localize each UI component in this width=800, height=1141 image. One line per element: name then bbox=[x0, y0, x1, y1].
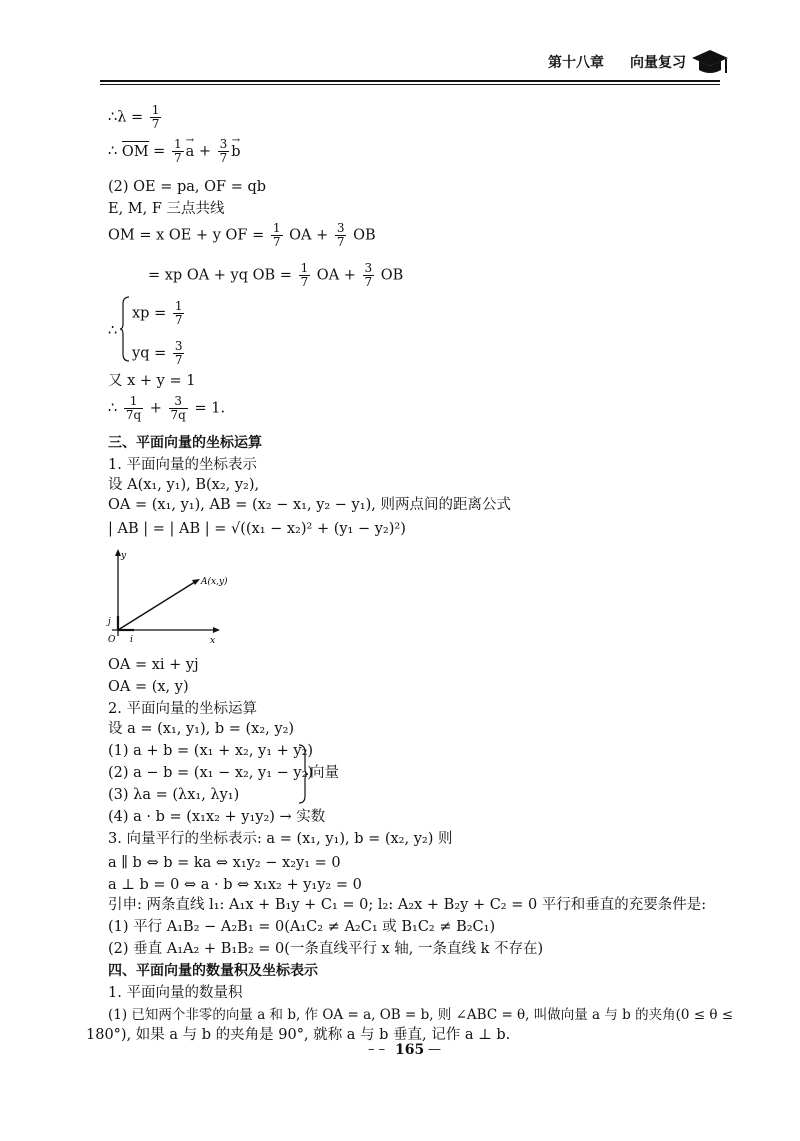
page-number-dash-left: – – bbox=[368, 1042, 386, 1057]
section-heading-4: 四、平面向量的数量积及坐标表示 bbox=[108, 963, 318, 979]
line-perpendicular-condition: (2) 垂直 A₁A₂ + B₁B₂ = 0(一条直线平行 x 轴, 一条直线 k 不存在) bbox=[108, 941, 544, 957]
header-rule bbox=[100, 80, 720, 82]
equals: = bbox=[148, 143, 170, 160]
therefore-symbol: ∴ bbox=[108, 400, 122, 417]
plus: + bbox=[194, 143, 216, 160]
numerator: 1 bbox=[151, 103, 160, 117]
operation-subtract: (2) a − b = (x₁ − x₂, y₁ − y₂) bbox=[108, 765, 314, 781]
line-extension: 引申: 两条直线 l₁: A₁x + B₁y + C₁ = 0; l₂: A₂x + B₂y + C₂ = 0 平行和垂直的充要条件是: bbox=[108, 897, 707, 913]
coordinate-diagram bbox=[104, 548, 228, 648]
x-axis-label: x bbox=[210, 636, 216, 646]
j-label: j bbox=[108, 617, 111, 627]
expression: = xp OA + yq OB = bbox=[148, 267, 297, 284]
vector-om: OM bbox=[121, 143, 149, 160]
subheading-3-2: 2. 平面向量的坐标运算 bbox=[108, 701, 257, 717]
operation-scalar: (3) λa = (λx₁, λy₁) bbox=[108, 787, 240, 803]
header-chapter: 第十八章 bbox=[548, 55, 604, 71]
line-lambda bbox=[108, 104, 163, 131]
i-label: i bbox=[130, 635, 133, 645]
denominator: 7 bbox=[174, 353, 183, 367]
denominator: 7 bbox=[336, 235, 345, 249]
expression: OA + bbox=[284, 227, 333, 244]
section-heading-3: 三、平面向量的坐标运算 bbox=[108, 435, 262, 451]
line-oe-of: (2) OE = pa, OF = qb bbox=[108, 179, 267, 195]
denominator: 7 bbox=[272, 235, 281, 249]
vector-label: 向量 bbox=[310, 765, 339, 781]
denominator: 7 bbox=[174, 313, 183, 327]
numerator: 3 bbox=[364, 261, 373, 275]
line-set-ab-vectors: 设 a = (x₁, y₁), b = (x₂, y₂) bbox=[108, 721, 295, 737]
denominator: 7q bbox=[125, 408, 142, 422]
therefore-system: ∴ bbox=[108, 323, 118, 339]
denominator: 7q bbox=[170, 408, 186, 422]
fraction bbox=[299, 262, 311, 289]
line-perpendicular: a ⊥ b = 0 ⇔ a · b ⇔ x₁x₂ + y₁y₂ = 0 bbox=[108, 877, 362, 893]
numerator: 3 bbox=[219, 137, 228, 151]
paragraph-angle-1: (1) 已知两个非零的向量 a 和 b, 作 OA = a, OB = b, 则 ∠ABC = θ, 叫做向量 a 与 b 的夹角(0 ≤ θ ≤ bbox=[108, 1007, 734, 1023]
vector-oa-line bbox=[118, 580, 198, 630]
line-set-ab: 设 A(x₁, y₁), B(x₂, y₂), bbox=[108, 477, 260, 493]
numerator: 1 bbox=[272, 221, 281, 235]
equation-xp bbox=[132, 300, 186, 327]
expression: OB bbox=[376, 267, 404, 284]
expression: yq = bbox=[132, 345, 171, 362]
line-parallel: a ∥ b ⇔ b = ka ⇔ x₁y₂ − x₂y₁ = 0 bbox=[108, 855, 341, 871]
point-label: A(x,y) bbox=[201, 577, 228, 587]
line-distance-formula: | AB | = | AB | = √((x₁ − x₂)² + (y₁ − y₂)²) bbox=[108, 521, 406, 537]
denominator: 7 bbox=[364, 275, 373, 289]
operation-dot: (4) a · b = (x₁x₂ + y₁y₂) → 实数 bbox=[108, 809, 326, 825]
x-axis-arrow bbox=[213, 627, 220, 633]
expression: OM = x OE + y OF = bbox=[108, 227, 269, 244]
fraction bbox=[218, 138, 230, 165]
denominator: 7 bbox=[151, 117, 160, 131]
line-collinear: E, M, F 三点共线 bbox=[108, 201, 225, 217]
page-number: 165 bbox=[395, 1042, 425, 1058]
expression: = 1. bbox=[189, 400, 226, 417]
subheading-4-1: 1. 平面向量的数量积 bbox=[108, 985, 243, 1001]
paragraph-angle-2: 180°), 如果 a 与 b 的夹角是 90°, 就称 a 与 b 垂直, 记作 a ⊥ b. bbox=[86, 1027, 511, 1043]
denominator: 7 bbox=[219, 151, 228, 165]
equation-yq bbox=[132, 340, 186, 367]
origin-label: O bbox=[108, 635, 116, 645]
denominator: 7 bbox=[173, 151, 182, 165]
numerator: 1 bbox=[300, 261, 309, 275]
therefore-symbol: ∴ bbox=[108, 143, 122, 160]
fraction bbox=[173, 340, 185, 367]
fraction bbox=[169, 395, 188, 422]
line-result bbox=[108, 395, 225, 422]
numerator: 3 bbox=[169, 395, 188, 409]
fraction bbox=[124, 395, 143, 422]
vector-oa-arrow bbox=[192, 579, 200, 585]
lambda-prefix: ∴λ = bbox=[108, 109, 148, 126]
operation-add: (1) a + b = (x₁ + x₂, y₁ + y₂) bbox=[108, 743, 314, 759]
left-brace bbox=[120, 296, 130, 362]
subheading-3-1: 1. 平面向量的坐标表示 bbox=[108, 457, 257, 473]
page-number-dash-right: — bbox=[428, 1042, 441, 1057]
plus: + bbox=[145, 400, 167, 417]
y-axis-label: y bbox=[121, 551, 127, 561]
subheading-3-3: 3. 向量平行的坐标表示: a = (x₁, y₁), b = (x₂, y₂) 则 bbox=[108, 831, 453, 847]
line-oa-xy: OA = (x, y) bbox=[108, 679, 189, 695]
line-parallel-condition: (1) 平行 A₁B₂ − A₂B₁ = 0(A₁C₂ ≠ A₂C₁ 或 B₁C₂ ≠ B₂C₁) bbox=[108, 919, 496, 935]
expression: xp = bbox=[132, 305, 171, 322]
fraction bbox=[172, 138, 184, 165]
vector-a: a → bbox=[186, 143, 195, 161]
fraction bbox=[363, 262, 375, 289]
numerator: 1 bbox=[173, 137, 182, 151]
numerator: 3 bbox=[336, 221, 345, 235]
right-brace bbox=[298, 744, 308, 804]
line-om bbox=[108, 138, 241, 165]
numerator: 1 bbox=[174, 299, 183, 313]
header-rule-thin bbox=[100, 84, 720, 85]
line-om-expansion bbox=[108, 222, 376, 249]
vector-b: b → bbox=[231, 143, 240, 161]
graduation-cap-icon bbox=[690, 46, 730, 78]
numerator: 1 bbox=[124, 395, 143, 409]
fraction bbox=[150, 104, 162, 131]
line-x-plus-y: 又 x + y = 1 bbox=[108, 373, 196, 389]
line-oa-xi-yj: OA = xi + yj bbox=[108, 657, 199, 673]
fraction bbox=[335, 222, 347, 249]
fraction bbox=[271, 222, 283, 249]
header-title: 向量复习 bbox=[630, 55, 686, 71]
line-xp-yq bbox=[148, 262, 403, 289]
expression: OB bbox=[348, 227, 376, 244]
numerator: 3 bbox=[174, 339, 183, 353]
denominator: 7 bbox=[300, 275, 309, 289]
fraction bbox=[173, 300, 185, 327]
expression: OA + bbox=[312, 267, 361, 284]
line-oa-ab: OA = (x₁, y₁), AB = (x₂ − x₁, y₂ − y₁), 则两点间的距离公式 bbox=[108, 497, 511, 513]
